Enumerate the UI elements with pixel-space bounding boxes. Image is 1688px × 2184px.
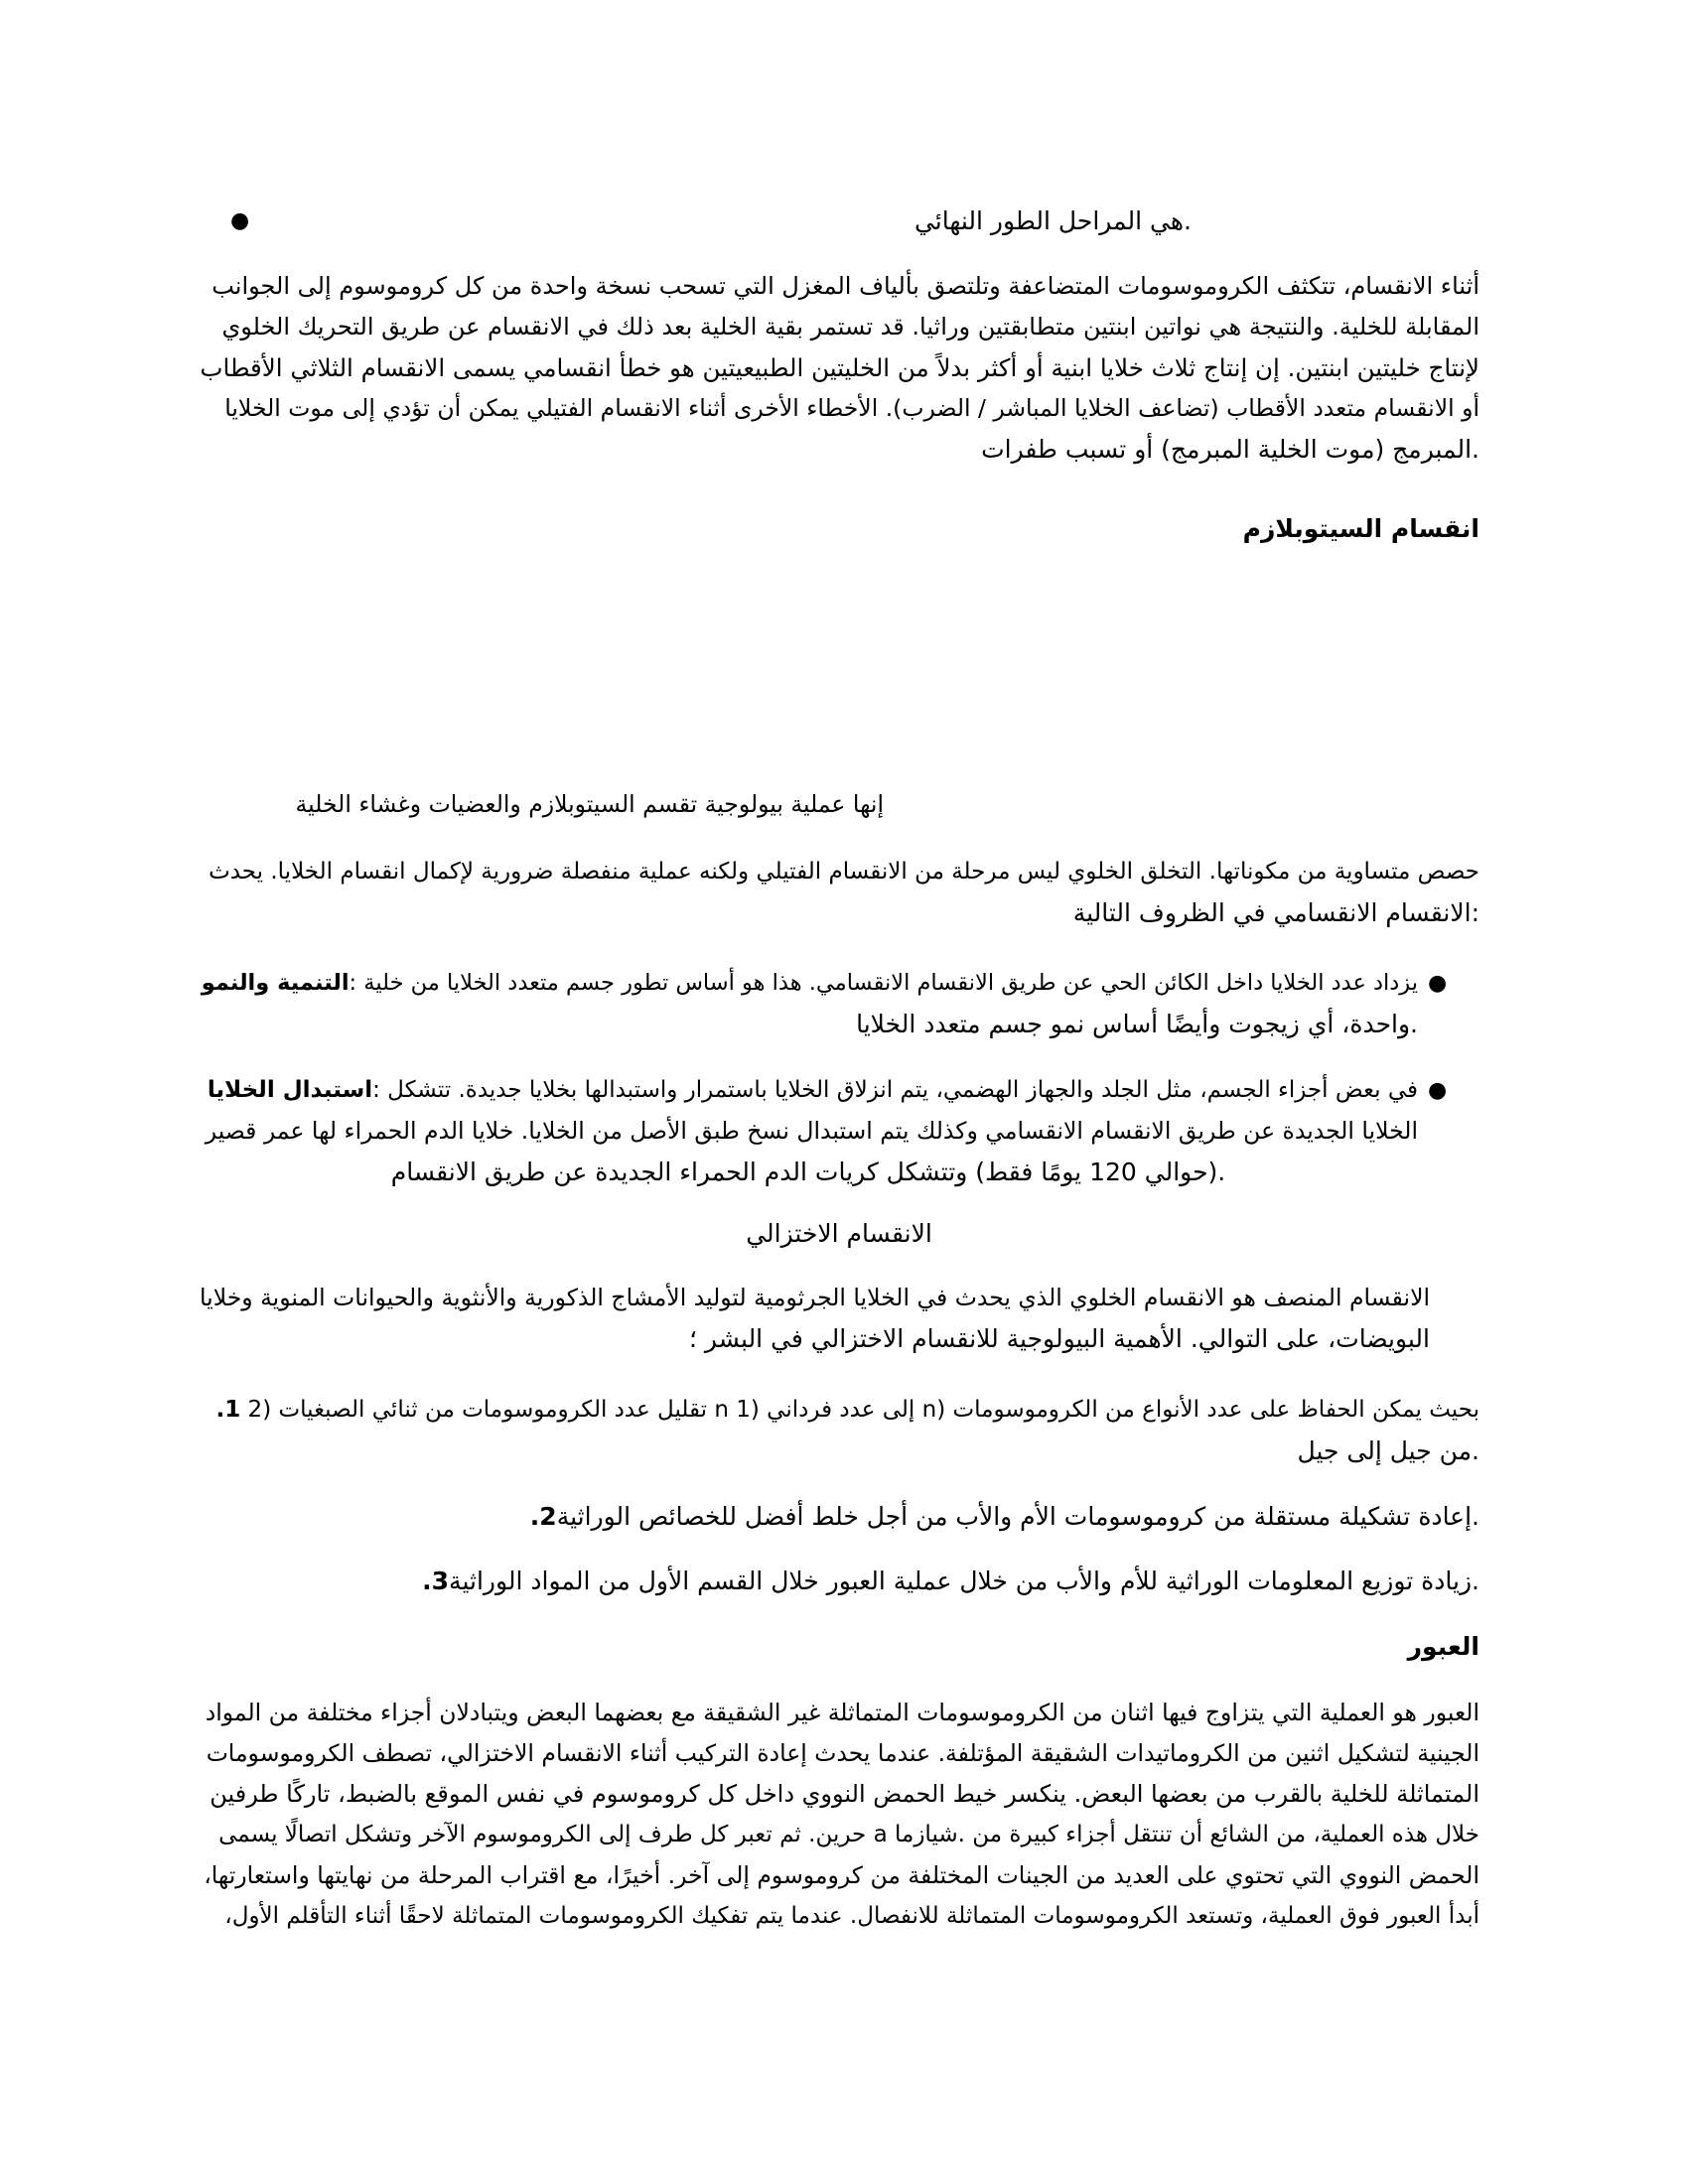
heading-text: العبور (1407, 1632, 1479, 1661)
heading-cytokinesis (199, 508, 1479, 549)
paragraph-line: الحمض النووي التي تحتوي على العديد من الجينات المختلفة من كروموسوم إلى آخر. أخيرًا، مع اقتراب المرحلة من نهايتها واستعارتها، (204, 1861, 1479, 1889)
paragraph-line: العبور هو العملية التي يتزاوج فيها اثنان من الكروموسومات المتماثلة غير الشقيقة مع بعضهما البعض ويتبادلان أجزاء مختلفة من المواد (205, 1699, 1479, 1726)
heading-crossing-over (199, 1626, 1479, 1667)
paragraph-line: البويضات، على التوالي. الأهمية البيولوجية للانقسام الاختزالي في البشر ؛ (689, 1324, 1430, 1353)
paragraph-line: الانقسام المنصف هو الانقسام الخلوي الذي يحدث في الخلايا الجرثومية لتوليد الأمشاج الذكورية والأنثوية والحيوانات المنوية وخلايا (200, 1284, 1430, 1311)
paragraph-line: الجينية لتشكيل اثنين من الكروماتيدات الشقيقة المؤتلفة. عندما يحدث إعادة التركيب أثناء الانقسام الاختزالي، تصطف الكروموسومات (206, 1739, 1479, 1767)
bullet-telophase (199, 201, 1192, 241)
item-number: 3. (422, 1567, 450, 1595)
paragraph-crossing-over (199, 1693, 1479, 1937)
numbered-text: بحيث يمكن الحفاظ على عدد الأنواع من الكروموسومات (n إلى عدد فرداني (1 n تقليل عدد الكروموسومات من ثنائي الصبغيات (2 (247, 1397, 1479, 1423)
bullet-cell-replacement (199, 1070, 1418, 1192)
numbered-line (199, 1496, 1479, 1537)
paragraph-line: أو الانقسام متعدد الأقطاب (تضاعف الخلايا المباشر / الضرب). الأخطاء الأخرى أثناء الانقسام الفتيلي يمكن أن تؤدي إلى موت الخلايا (224, 394, 1479, 422)
paragraph-line: لإنتاج خليتين ابنتين. إن إنتاج ثلاث خلايا ابنية أو أكثر بدلاً من الخليتين الطبيعيتين هو خطأ انقسامي يسمى الانقسام الثلاثي الأقطاب (200, 353, 1479, 382)
bullet-line (199, 963, 1418, 1004)
numbered-item-2 (199, 1496, 1479, 1537)
numbered-line: .من جيل إلى جيل (1297, 1436, 1479, 1465)
paragraph-line: المقابلة للخلية. والنتيجة هي نواتين ابنتين متطابقتين وراثيا. قد تستمر بقية الخلية بعد ذلك في الانقسام عن طريق التحريك الخلوي (221, 313, 1479, 341)
numbered-text: .زيادة توزيع المعلومات الوراثية للأم والأب من خلال عملية العبور خلال القسم الأول من المواد الوراثية (449, 1567, 1479, 1595)
paragraph-line: خلال هذه العملية، من الشائع أن تنتقل أجزاء كبيرة من .شيازما a حرين. ثم تعبر كل طرف إلى الكروموسوم الآخر وتشكل اتصالًا يسمى (218, 1822, 1479, 1847)
heading-text: الانقسام الاختزالي (746, 1219, 932, 1248)
bullet-icon: ● (1428, 1078, 1448, 1103)
paragraph-line: المتماثلة للخلية بالقرب من بعضها البعض. ينكسر خيط الحمض النووي داخل كل كروموسوم في نفس الموقع بالضبط، تاركًا طرفين (210, 1780, 1479, 1808)
paragraph-line: أثناء الانقسام، تتكثف الكروموسومات المتضاعفة وتلتصق بألياف المغزل التي تسحب نسخة واحدة من كل كروموسوم إلى الجوانب (211, 272, 1479, 300)
heading-meiosis (199, 1213, 1479, 1254)
paragraph-cytokinesis-intro (288, 784, 884, 825)
bullet-development-growth (199, 963, 1418, 1044)
numbered-line (199, 1390, 1479, 1431)
bullet-bold-term: استبدال الخلايا (207, 1077, 373, 1103)
paragraph-cytokinesis (199, 852, 1479, 933)
paragraph-meiosis (199, 1278, 1430, 1359)
bullet-line: .واحدة، أي زيجوت وأيضًا أساس نمو جسم متعدد الخلايا (856, 1010, 1418, 1038)
paragraph-line: أبدأ العبور فوق العملية، وتستعد الكروموسومات المتماثلة للانفصال. عندما يتم تفكيك الكروموسومات المتماثلة لاحقًا أثناء التأقلم الأول، (224, 1903, 1479, 1929)
bullet-text: في بعض أجزاء الجسم، مثل الجلد والجهاز الهضمي، يتم انزلاق الخلايا باستمرار واستبدالها بخلايا جديدة. تتشكل : (372, 1077, 1418, 1103)
bullet-text: يزداد عدد الخلايا داخل الكائن الحي عن طريق الانقسام الانقسامي. هذا هو أساس تطور جسم متعدد الخلايا من خلية : (349, 970, 1418, 996)
bullet-line (199, 1070, 1418, 1111)
numbered-item-3 (199, 1561, 1479, 1601)
paragraph-line: .المبرمج (موت الخلية المبرمج) أو تسبب طفرات (981, 435, 1479, 464)
paragraph-mitosis (199, 266, 1479, 470)
bullet-line: الخلايا الجديدة عن طريق الانقسام الانقسامي وكذلك يتم استبدال نسخ طبق الأصل من الخلايا. خلايا الدم الحمراء لها عمر قصير (205, 1117, 1418, 1145)
numbered-line (199, 1561, 1479, 1601)
heading-text: انقسام السيتوبلازم (1242, 514, 1479, 543)
item-number: 1. (215, 1397, 241, 1423)
numbered-text: .إعادة تشكيلة مستقلة من كروموسومات الأم والأب من أجل خلط أفضل للخصائص الوراثية (556, 1502, 1479, 1531)
paragraph-line: إنها عملية بيولوجية تقسم السيتوبلازم والعضيات وغشاء الخلية (295, 790, 884, 818)
bullet-icon: ● (230, 208, 250, 233)
bullet-text: .هي المراحل الطور النهائي (914, 206, 1192, 235)
bullet-bold-term: التنمية والنمو (201, 970, 350, 996)
bullet-line: .(حوالي 120 يومًا فقط) وتتشكل كريات الدم الحمراء الجديدة عن طريق الانقسام (390, 1158, 1226, 1186)
paragraph-line: :الانقسام الانقسامي في الظروف التالية (1072, 898, 1479, 927)
numbered-item-1 (199, 1390, 1479, 1471)
paragraph-line: حصص متساوية من مكوناتها. التخلق الخلوي ليس مرحلة من الانقسام الفتيلي ولكنه عملية منفصلة ضرورية لإكمال انقسام الخلايا. يحدث (209, 859, 1479, 885)
bullet-icon: ● (1428, 971, 1448, 996)
item-number: 2. (529, 1502, 557, 1531)
